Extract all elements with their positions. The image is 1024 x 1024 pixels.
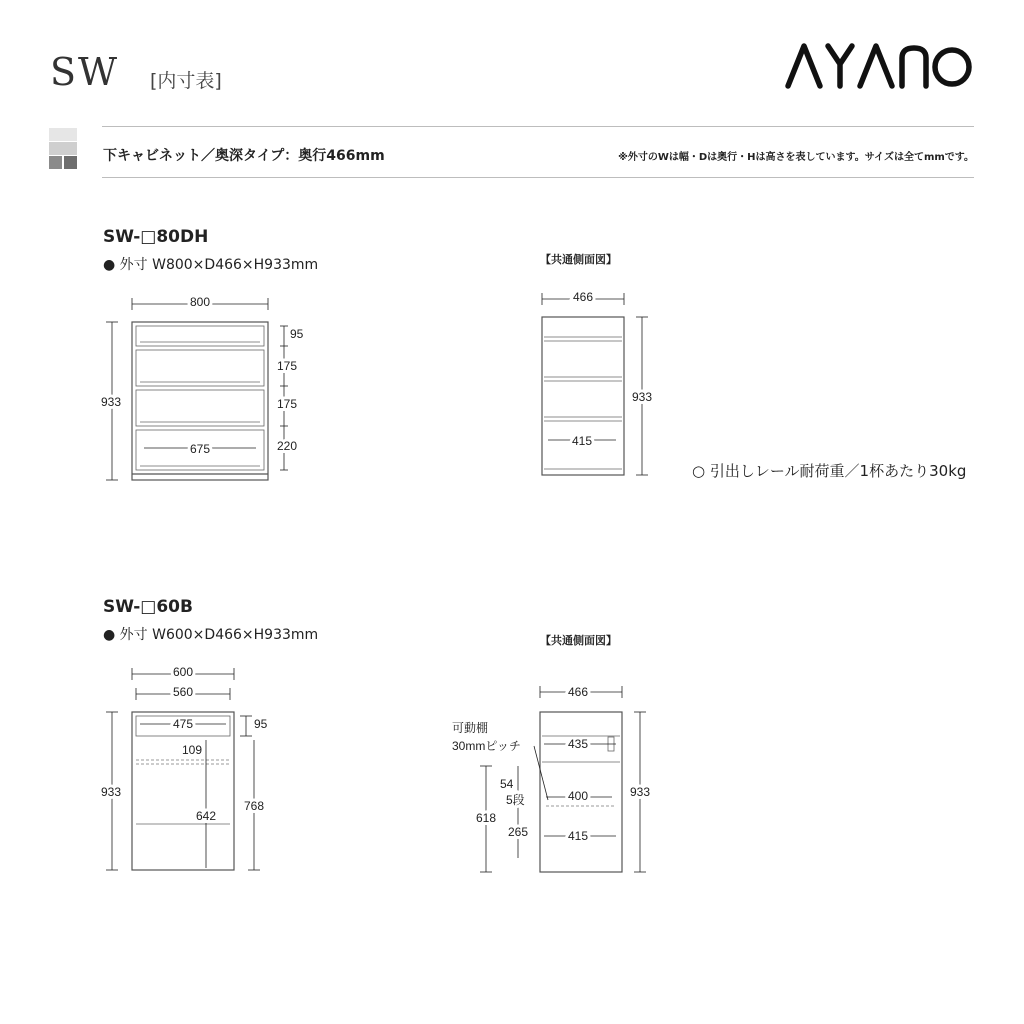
side-view-title-1: 【共通側面図】: [540, 253, 617, 266]
dim-inner-depth-1: 415: [571, 434, 593, 448]
dim-side-height-2: 933: [629, 785, 651, 799]
dim-shelf-depth-2: 400: [567, 789, 589, 803]
brand-logo-mark: [784, 40, 974, 92]
swatch-light: [49, 128, 77, 141]
top-rule: [102, 126, 974, 127]
model-title-2: SW-□60B: [103, 597, 193, 617]
shelf-label-line1: 可動棚: [452, 721, 489, 735]
shelf-label-line2: 30mmピッチ: [452, 739, 521, 753]
dim-height-1: 933: [100, 395, 122, 409]
side-view-title-2: 【共通側面図】: [540, 634, 617, 647]
dim-drawer-width-2: 475: [172, 717, 194, 731]
brand-logo: [784, 40, 974, 96]
side-view-2: [446, 680, 666, 880]
front-view-1: [96, 290, 316, 490]
dim-drawer-1: 95: [290, 327, 304, 341]
dim-depth-2: 466: [567, 685, 589, 699]
rail-load-note: ○ 引出しレール耐荷重／1杯あたり30kg: [692, 462, 967, 480]
shelf-leader-line: [534, 746, 548, 800]
drawer-3: [136, 390, 264, 426]
dim-drawer-2: 175: [277, 359, 298, 373]
drawer-2: [136, 350, 264, 386]
front-view-2: [96, 660, 296, 880]
drawer-1: [136, 326, 264, 346]
dim-steps-2: 5段: [506, 793, 525, 807]
dim-inner-width-1: 675: [189, 442, 211, 456]
dim-side-height-1: 933: [631, 390, 653, 404]
dim-drawer-depth-2: 435: [567, 737, 589, 751]
model-title-1: SW-□80DH: [103, 227, 209, 247]
swatch-dark-left: [49, 156, 62, 169]
dim-bottom-depth-2: 415: [567, 829, 589, 843]
swatch-mid: [49, 142, 77, 155]
page-subtitle: [内寸表]: [150, 70, 222, 92]
swatch-dark-right: [64, 156, 77, 169]
bottom-rule: [102, 177, 974, 178]
dim-inner-width-2: 560: [172, 685, 194, 699]
dim-height-2: 933: [100, 785, 122, 799]
cabinet-type-title: 下キャビネット／奥深タイプ：奥行466mm: [103, 148, 385, 164]
dim-width-2: 600: [172, 665, 194, 679]
exterior-size-2: ● 外寸 W600×D466×H933mm: [103, 627, 319, 643]
exterior-size-1: ● 外寸 W800×D466×H933mm: [103, 257, 319, 273]
dim-drawer-4: 220: [277, 439, 298, 453]
dim-width-1: 800: [189, 295, 211, 309]
series-name: SW: [50, 50, 120, 94]
dim-pitch-top-2: 54: [500, 777, 514, 791]
dim-lower-space-2: 265: [507, 825, 529, 839]
side-view-1: [530, 285, 680, 485]
dim-drawer-3: 175: [277, 397, 298, 411]
dim-inner-height-2: 618: [475, 811, 497, 825]
dim-depth-1: 466: [572, 290, 594, 304]
dim-opening-height-2: 642: [195, 809, 217, 823]
dim-cabinet-height-2: 768: [243, 799, 265, 813]
unit-note: ※外寸のWは幅・Dは奥行・Hは高さを表しています。サイズは全てmmです。: [618, 152, 974, 163]
dim-gap-2: 109: [181, 743, 203, 757]
dim-drawer-height-2: 95: [254, 717, 268, 731]
